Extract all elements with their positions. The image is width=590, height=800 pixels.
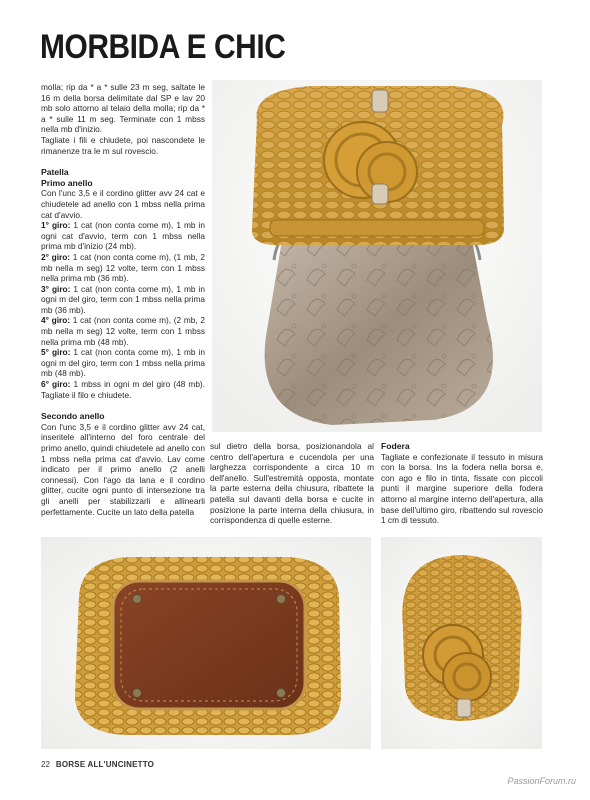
- page-footer: [41, 760, 154, 769]
- round-text: 1 cat (non conta come m), 1 mb in ogni cat d'avvio, term con 1 mbss nella prima mb d'inizio (24 mb).: [41, 220, 206, 252]
- round-5: [41, 347, 205, 379]
- round-text: 1 cat (non conta come m), 1 mb in ogni m del giro, term con 1 mbss nella prima mb (48 mb).: [41, 347, 206, 379]
- bag-base-photo: [41, 537, 371, 749]
- round-text: 1 cat (non conta come m), (2 mb, 2 mb nella m seg) 12 volte, term con 1 mbss nella prima mb (48 mb).: [41, 315, 205, 347]
- round-4: [41, 315, 205, 347]
- round-1: [41, 220, 205, 252]
- subheading-primo-anello: Primo anello: [41, 177, 93, 188]
- magazine-name: BORSE ALL'UNCINETTO: [55, 760, 155, 769]
- bag-open-photo: [212, 80, 542, 432]
- left-column: [41, 82, 205, 517]
- section-heading-patella: Patella: [41, 167, 69, 178]
- round-label: 1° giro:: [41, 220, 71, 231]
- round-label: 3° giro:: [41, 283, 71, 294]
- round-text: 1 cat (non conta come m), 1 mb in ogni m del giro, term con 1 mbss nella prima mb (36 mb).: [41, 283, 206, 315]
- round-label: 2° giro:: [41, 251, 71, 262]
- intro-paragraph: molla; rip da * a * sulle 23 m seg, saltate le 16 m della borsa delimitate dal SP e lav 20 mb solo attorno al telaio della molla; rip da * a * sulle 11 m seg. Terminate con 1 mbss nella mb d'inizio.: [41, 82, 205, 135]
- middle-paragraph: sul dietro della borsa, posizionandola al centro dell'apertura e cucendola per una larghezza corrispondente a circa 10 m dell'anello. Sull'estremità opposta, montate la parte esterna della chiusura, ribattete la patella sul davanti della borsa e cucite in posizione la parte interna della chiusura, in corrispondenza di quelle esterne.: [210, 441, 374, 526]
- primo-intro: Con l'unc 3,5 e il cordino glitter avv 24 cat e chiudetele ad anello con 1 mbss nella prima cat d'avvio.: [41, 188, 205, 220]
- fodera-paragraph: Tagliate e confezionate il tessuto in misura con la borsa. Ins la fodera nella borsa e, con ago e filo in tinta, fissate con piccoli punti il margine superiore della fodera attorno al margine interno dell'apertura, alla base dell'ultimo giro, ribattendo sul rovescio 1 cm di tessuto.: [381, 451, 543, 526]
- round-text: 1 mbss in ogni m del giro (48 mb). Tagliate il filo e chiudete.: [41, 379, 206, 400]
- round-6: [41, 379, 205, 400]
- right-column: [381, 441, 543, 526]
- round-label: 4° giro:: [41, 315, 71, 326]
- round-label: 5° giro:: [41, 347, 71, 358]
- round-text: 1 cat (non conta come m), (1 mb, 2 mb nella m seg) 12 volte, term con 1 mbss nella prima mb (36 mb).: [41, 251, 205, 284]
- page-number: 22: [41, 760, 50, 769]
- round-2: [41, 252, 205, 284]
- round-3: [41, 284, 205, 316]
- section-heading-fodera: Fodera: [381, 441, 410, 451]
- intro-paragraph: Tagliate i fili e chiudete, poi nascondete le rimanenze tra le m sul rovescio.: [41, 134, 205, 156]
- round-label: 6° giro:: [41, 379, 71, 390]
- watermark: PassionForum.ru: [507, 776, 576, 786]
- page-title: MORBIDA E CHIC: [40, 28, 286, 66]
- bag-closed-photo: [381, 537, 542, 749]
- secondo-paragraph: Con l'unc 3,5 e il cordino glitter avv 24 cat, inseritele all'interno del foro centrale del primo anello, quindi chiudetele ad anello con 1 mbss nella prima cat d'avvio. Lav come indicato per il primo anello (2 anelli connessi). Con l'ago da lana e il cordino glitter, cucite ogni punto di intersezione tra gli anelli per stabilizzarli e allinearli perfettamente. Cucite un lato della patella: [41, 421, 205, 517]
- subheading-secondo-anello: Secondo anello: [41, 411, 105, 422]
- middle-column: [210, 441, 374, 526]
